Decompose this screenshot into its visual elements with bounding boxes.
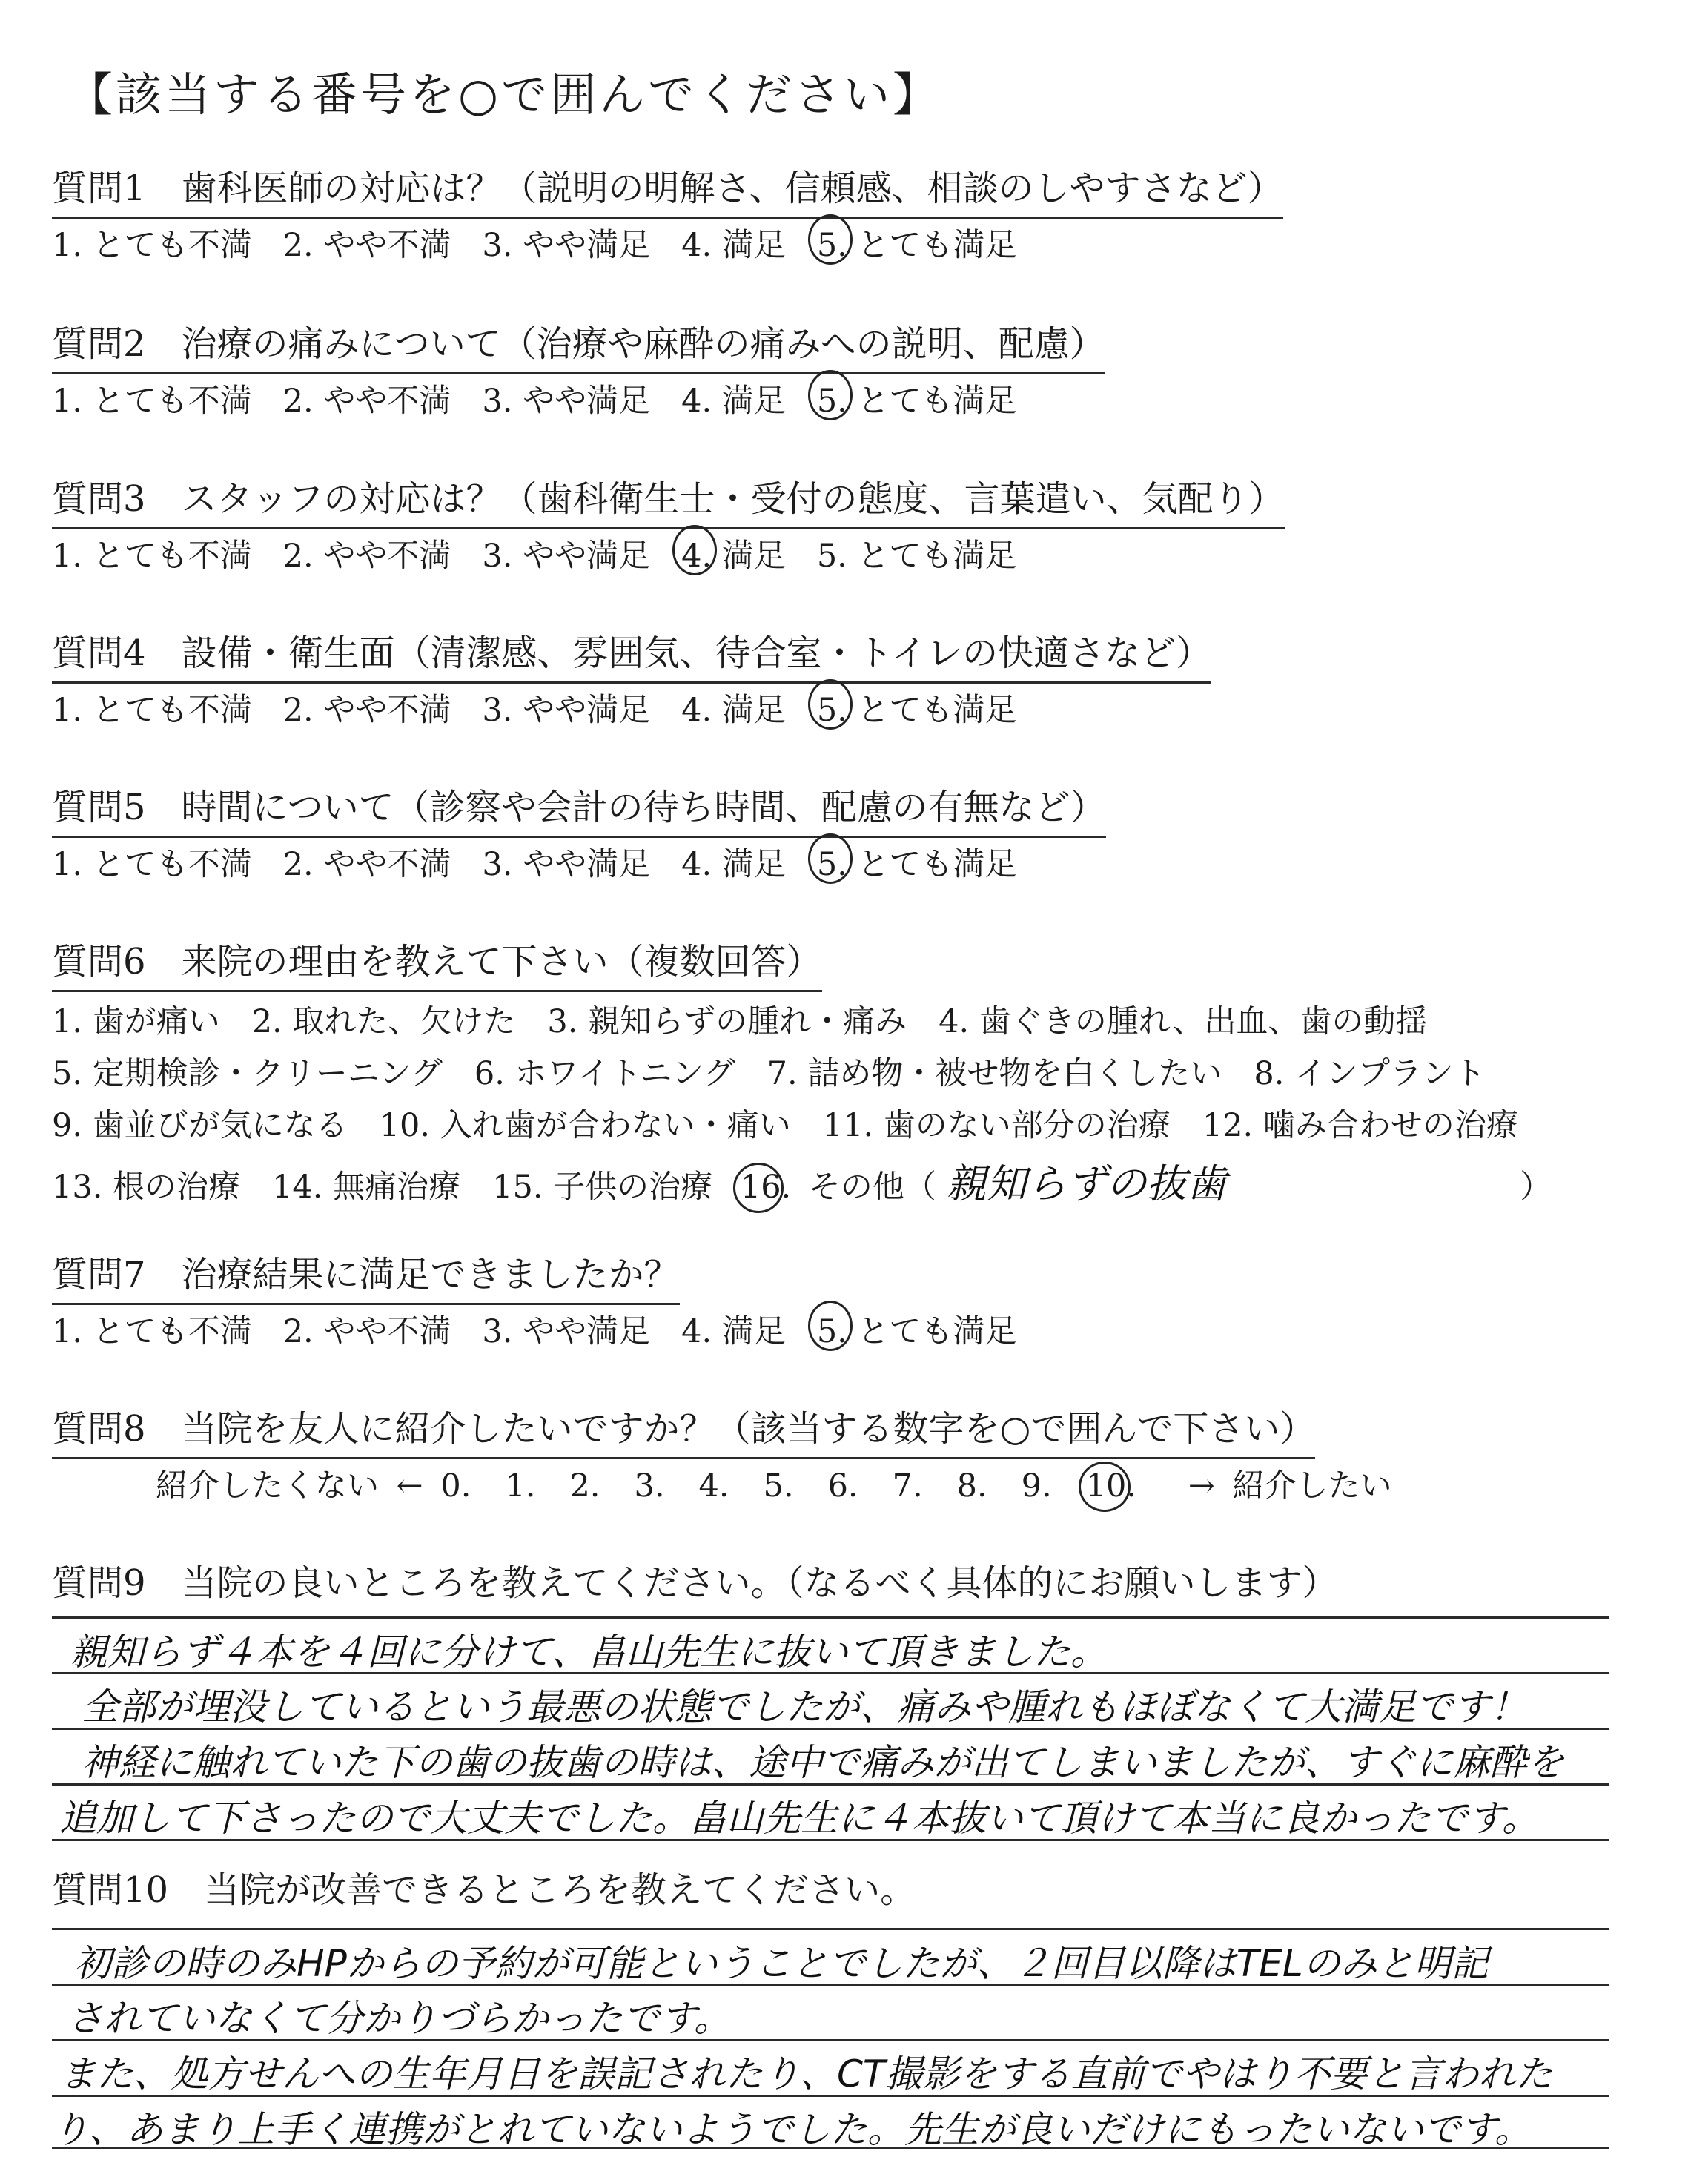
q6-other-handwriting: 親知らずの抜歯 [946,1160,1227,1207]
option-4[interactable]: 4. 満足 [681,846,786,883]
q2-options [52,376,1048,421]
option-3[interactable]: 3. やや満足 [482,692,651,729]
option-4[interactable]: 4. 満足 [681,1313,786,1350]
option-2[interactable]: 2. やや不満 [282,538,451,575]
option-1[interactable]: 1. とても不満 [52,846,252,883]
option-4[interactable]: 4. 満足 [681,531,786,576]
q8-option-10[interactable]: 10. [1086,1467,1136,1505]
q1-title: 質問1 歯科医師の対応は？（説明の明解さ、信頼感、相談のしやすさなど） [52,159,1283,219]
q8-option-7[interactable]: 7. [892,1467,923,1505]
q5-title: 質問5 時間について（診察や会計の待ち時間、配慮の有無など） [52,779,1106,838]
option-3[interactable]: 3. やや満足 [482,227,651,264]
option-2[interactable]: 2. やや不満 [282,227,451,264]
left-arrow-icon: ← [396,1467,423,1505]
option-3[interactable]: 3. やや満足 [482,846,651,883]
selection-circle [808,1301,853,1351]
option-4[interactable]: 4. 満足 [681,383,786,420]
q6-option-16[interactable]: 16. [741,1169,791,1206]
q8-option-1[interactable]: 1. [505,1467,536,1505]
q9-answer-line-1: 親知らず４本を４回に分けて、畠山先生に抜いて頂きました。 [70,1631,1108,1674]
q1-options [52,220,1048,265]
q10-answer-line-1: 初診の時のみHPからの予約が可能ということでしたが、２回目以降はTELのみと明記 [74,1942,1489,1985]
selection-circle [1079,1462,1131,1512]
q9-title: 質問9 当院の良いところを教えてください。（なるべく具体的にお願いします） [52,1562,1338,1604]
q10-title: 質問10 当院が改善できるところを教えてください。 [52,1869,916,1911]
q6-other-close: ） [1520,1169,1552,1206]
option-1[interactable]: 1. とても不満 [52,692,252,729]
q6-row-4-prefix: 13. 根の治療 14. 無痛治療 15. 子供の治療 [52,1169,713,1206]
q7-options [52,1307,1048,1352]
q4-options [52,685,1048,730]
q8-option-5[interactable]: 5. [763,1467,794,1505]
option-5[interactable]: 5. とても満足 [817,839,1017,885]
q6-other-label: その他（ [808,1169,936,1206]
selection-circle [808,679,853,730]
q8-numbers [440,1467,1171,1505]
option-1[interactable]: 1. とても不満 [52,383,252,420]
option-3[interactable]: 3. やや満足 [482,1313,651,1350]
q2-title: 質問2 治療の痛みについて（治療や麻酔の痛みへの説明、配慮） [52,315,1105,374]
option-5[interactable]: 5. とても満足 [817,685,1017,730]
q9-answer-line-2: 全部が埋没しているという最悪の状態でしたが、痛みや腫れもほぼなくて大満足です！ [82,1685,1527,1728]
q7-title: 質問7 治療結果に満足できましたか？ [52,1246,680,1305]
q9-answer-line-4: 追加して下さったので大丈夫でした。畠山先生に４本抜いて頂けて本当に良かったです。 [59,1797,1539,1840]
q6-row-4 [52,1152,1552,1209]
q8-right-label: 紹介したい [1232,1467,1392,1505]
q10-answer-line-3: また、処方せんへの生年月日を誤記されたり、CT撮影をする直前でやはり不要と言われた [59,2052,1553,2095]
q8-option-9[interactable]: 9. [1021,1467,1052,1505]
q8-option-4[interactable]: 4. [698,1467,729,1505]
q6-row-3: 9. 歯並びが気になる 10. 入れ歯が合わない・痛い 11. 歯のない部分の治療 12. 噛み合わせの治療 [52,1107,1518,1144]
option-4[interactable]: 4. 満足 [681,692,786,729]
q8-option-6[interactable]: 6. [827,1467,858,1505]
option-1[interactable]: 1. とても不満 [52,538,252,575]
option-1[interactable]: 1. とても不満 [52,1313,252,1350]
q8-option-3[interactable]: 3. [634,1467,665,1505]
option-5[interactable]: 5. とても満足 [817,376,1017,421]
selection-circle [733,1163,784,1213]
q9-answer-line-3: 神経に触れていた下の歯の抜歯の時は、途中で痛みが出てしまいましたが、すぐに麻酔を [82,1741,1564,1784]
q3-options [52,531,1048,576]
option-2[interactable]: 2. やや不満 [282,692,451,729]
q6-row-1: 1. 歯が痛い 2. 取れた、欠けた 3. 親知らずの腫れ・痛み 4. 歯ぐきの腫れ、出血、歯の動揺 [52,1003,1428,1040]
right-arrow-icon: → [1188,1467,1215,1505]
q8-option-0[interactable]: 0. [440,1467,471,1505]
selection-circle [808,833,853,884]
q8-left-label: 紹介したくない [156,1467,379,1505]
q5-options [52,839,1048,885]
option-3[interactable]: 3. やや満足 [482,538,651,575]
q8-title: 質問8 当院を友人に紹介したいですか？（該当する数字を○で囲んで下さい） [52,1400,1315,1459]
selection-circle [808,214,853,265]
option-5[interactable]: 5. とても満足 [817,220,1017,265]
option-3[interactable]: 3. やや満足 [482,383,651,420]
q4-title: 質問4 設備・衛生面（清潔感、雰囲気、待合室・トイレの快適さなど） [52,624,1211,684]
option-4[interactable]: 4. 満足 [681,227,786,264]
q8-option-8[interactable]: 8. [956,1467,987,1505]
q10-answer-line-4: り、あまり上手く連携がとれていないようでした。先生が良いだけにもったいないです。 [52,2108,1532,2151]
selection-circle [808,370,853,420]
answer-line [52,1928,1609,1930]
answer-line [52,1616,1609,1619]
q8-option-2[interactable]: 2. [569,1467,600,1505]
option-1[interactable]: 1. とても不満 [52,227,252,264]
option-5[interactable]: 5. とても満足 [817,1307,1017,1352]
q8-scale [156,1461,1391,1506]
page-title: 【該当する番号を○で囲んでください】 [67,67,942,122]
selection-circle [672,525,717,575]
option-2[interactable]: 2. やや不満 [282,1313,451,1350]
option-2[interactable]: 2. やや不満 [282,846,451,883]
q6-row-2: 5. 定期検診・クリーニング 6. ホワイトニング 7. 詰め物・被せ物を白くしたい 8. インプラント [52,1055,1486,1092]
option-5[interactable]: 5. とても満足 [816,538,1017,575]
q10-answer-line-2: されていなくて分かりづらかったです。 [67,1997,731,2040]
q3-title: 質問3 スタッフの対応は？（歯科衛生士・受付の態度、言葉遣い、気配り） [52,470,1285,529]
option-2[interactable]: 2. やや不満 [282,383,451,420]
q6-title: 質問6 来院の理由を教えて下さい（複数回答） [52,933,822,992]
